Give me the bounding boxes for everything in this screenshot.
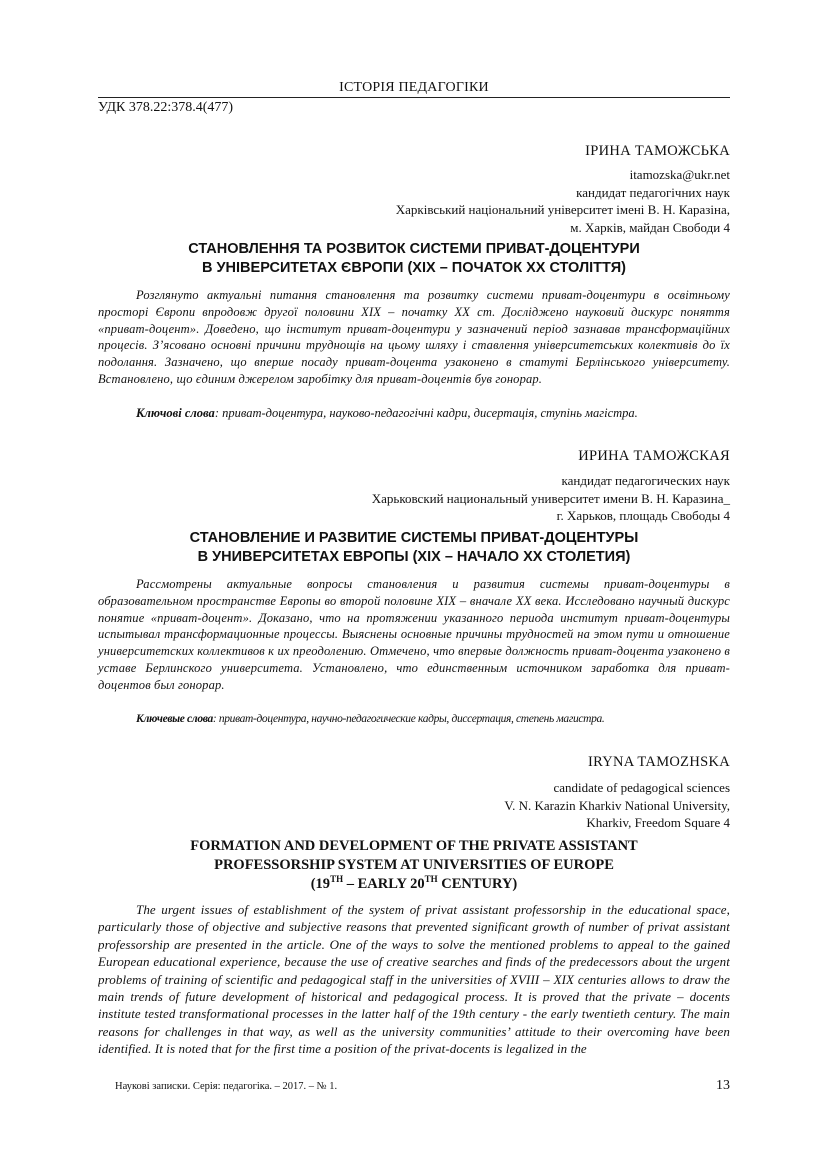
- keywords-uk: [98, 406, 768, 421]
- title-en-line-1: FORMATION AND DEVELOPMENT OF THE PRIVATE ASSISTANT: [190, 838, 638, 854]
- degree-ru: кандидат педагогических наук: [561, 473, 730, 488]
- title-en-line-3-part-c: CENTURY): [437, 876, 518, 892]
- udk-code: УДК 378.22:378.4(477): [98, 100, 234, 115]
- title-uk-line-1: СТАНОВЛЕННЯ ТА РОЗВИТОК СИСТЕМИ ПРИВАТ-ДОЦЕНТУРИ: [188, 241, 640, 257]
- title-en-line-3-part-a: (19: [310, 876, 331, 892]
- affiliation-uk: [98, 166, 730, 236]
- author-name-ru: ИРИНА ТАМОЖСКАЯ: [578, 448, 730, 464]
- title-ru-line-2: В УНИВЕРСИТЕТАХ ЕВРОПЫ (XIX – НАЧАЛО XX СТОЛЕТИЯ): [197, 549, 631, 565]
- university-en: V. N. Karazin Kharkiv National University,: [504, 797, 730, 813]
- keywords-text-ru: : приват-доцентура, научно-педагогические кадры, диссертация, степень магистра.: [212, 713, 605, 725]
- title-uk-line-2: В УНІВЕРСИТЕТАХ ЄВРОПИ (XIX – ПОЧАТОК XX СТОЛІТТЯ): [202, 260, 626, 276]
- university-uk: Харківський національний університет імені В. Н. Каразіна,: [395, 202, 730, 217]
- article-title-ru: [98, 529, 730, 567]
- address-uk: м. Харків, майдан Свободи 4: [570, 219, 730, 235]
- journal-citation: Наукові записки. Серія: педагогіка. – 2017. – № 1.: [115, 1081, 338, 1092]
- author-name-en: IRYNA TAMOZHSKA: [587, 754, 730, 770]
- email: itamozska@ukr.net: [629, 167, 730, 182]
- title-en-line-3-part-b: – EARLY 20: [343, 876, 425, 892]
- superscript-th-1: TH: [330, 874, 344, 884]
- title-ru-line-1: СТАНОВЛЕНИЕ И РАЗВИТИЕ СИСТЕМЫ ПРИВАТ-ДОЦЕНТУРЫ: [189, 530, 639, 546]
- abstract-en: The urgent issues of establishment of the system of privat assistant professorship in the educational space, particularly those of objective and subjective reasons that prevented significant growth of number of privat assistant professorship are presented in the article. One of the ways to solve the mentioned problems to appeal to the gained European educational experience, because the use of creative searches and finds of the predecessors about the urgent problems of training of scientific and pedagogical staff in the universities of XVIII – XIX centuries allows to draw the main trends of future development of historical and pedagogical process. It is proved that the private – docents institute tested transformational processes in the latter half of the 19th century - the early twentieth century. The main reasons for challenges in that way, as well as the university communities’ attitude to their overcoming have been identified. It is noted that for the first time a position of the privat-docents is legalized in the: [98, 902, 730, 1057]
- abstract-ru: Рассмотрены актуальные вопросы становления и развития системы приват-доцентуры в образовательном пространстве Европы во второй половине XIX – вначале XX века. Исследовано научный дискурс понятие «приват-доцент». Доказано, что на протяжении указанного периода институт приват-доцентуры испытывал трансформационные процессы. Выяснены основные причины трудностей на этом пути и отношение университетских коллективов к их преодолению. Отмечено, что впервые должность приват-доцента узаконено в уставе Берлинского университета. Установлено, что единственным источником заработка для приват-доцентов был гонорар.: [98, 577, 730, 692]
- affiliation-en: [98, 779, 730, 832]
- author-name-uk: ІРИНА ТАМОЖСЬКА: [585, 143, 730, 159]
- abstract-uk: Розглянуто актуальні питання становлення та розвитку системи приват-доцентури в освітньому просторі Європи впродовж другої половини XIX – початку XX ст. Досліджено науковий дискурс поняття «приват-доцент». Доведено, що інститут приват-доцентури у зазначений період зазнавав трансформаційних процесів. З’ясовано основні причини труднощів на цьому шляху і ставлення університетських колективів до їх подолання. Зазначено, що вперше посаду приват-доцента узаконено в статуті Берлінського університету. Встановлено, що єдиним джерелом заробітку для приват-доцентів був гонорар.: [98, 288, 730, 386]
- keywords-label-uk: Ключові слова: [136, 406, 215, 420]
- keywords-ru: [98, 713, 768, 725]
- degree-uk: кандидат педагогічних наук: [576, 184, 730, 200]
- header-rule: [98, 97, 730, 98]
- keywords-label-ru: Ключевые слова: [136, 713, 213, 725]
- university-ru: Харьковский национальный университет имени В. Н. Каразина_: [371, 490, 730, 506]
- article-title-uk: [98, 240, 730, 278]
- degree-en: candidate of pedagogical sciences: [553, 780, 730, 795]
- title-en-line-3: [98, 875, 730, 894]
- superscript-th-2: TH: [424, 874, 438, 884]
- keywords-text-uk: : приват-доцентура, науково-педагогічні кадри, дисертація, ступінь магістра.: [214, 406, 638, 420]
- running-header: ІСТОРІЯ ПЕДАГОГІКИ: [339, 80, 489, 95]
- affiliation-ru: [98, 472, 730, 525]
- address-en: Kharkiv, Freedom Square 4: [586, 815, 730, 830]
- article-title-en: [98, 837, 730, 894]
- page-number: 13: [716, 1078, 730, 1093]
- title-en-line-2: PROFESSORSHIP SYSTEM AT UNIVERSITIES OF EUROPE: [214, 857, 614, 873]
- address-ru: г. Харьков, площадь Свободы 4: [556, 508, 730, 523]
